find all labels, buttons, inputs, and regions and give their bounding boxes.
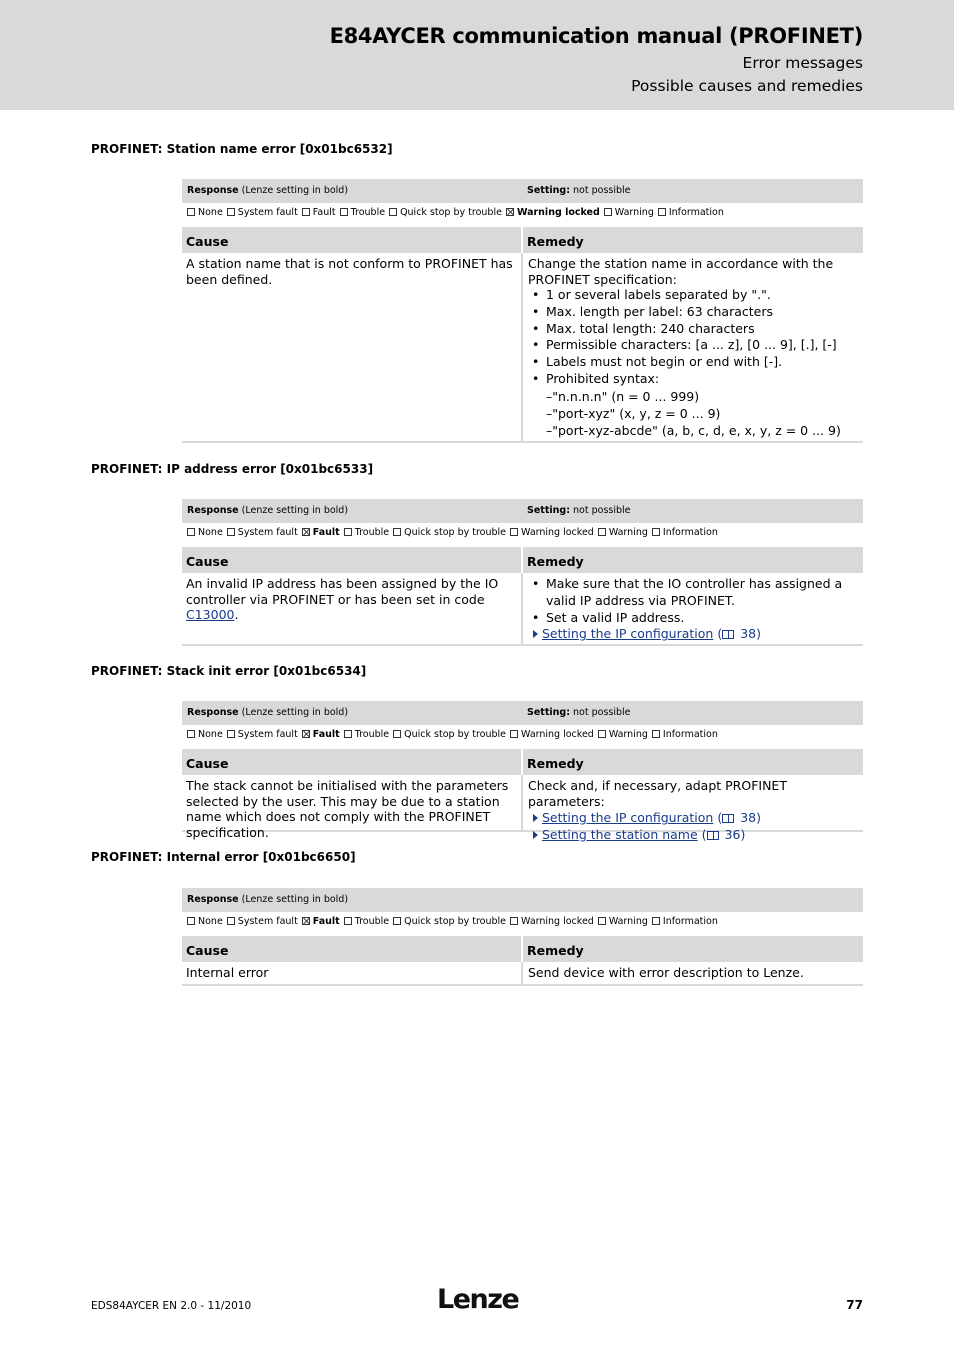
- page-ref: 38: [740, 626, 757, 642]
- list-item: • Max. total length: 240 characters: [528, 321, 859, 338]
- cause-remedy-table: [182, 749, 863, 842]
- response-option-label: Warning: [608, 527, 648, 538]
- checkbox-icon: [652, 917, 660, 925]
- response-option-label: Quick stop by trouble: [404, 729, 507, 740]
- response-option-label: Information: [668, 207, 724, 218]
- checkbox-icon: [658, 208, 666, 216]
- cause-cell: Internal error: [182, 962, 523, 984]
- list-item: • 1 or several labels separated by ".".: [528, 287, 859, 304]
- response-options: [182, 912, 863, 932]
- response-note: (Lenze setting in bold): [241, 185, 349, 196]
- checkbox-icon: [604, 208, 612, 216]
- response-option: [187, 527, 223, 538]
- section-heading: PROFINET: Station name error [0x01bc6532]: [91, 142, 393, 156]
- response-option: [227, 207, 298, 218]
- response-option-label: System fault: [237, 916, 298, 927]
- response-option-label: Quick stop by trouble: [404, 527, 507, 538]
- response-option-label: None: [198, 207, 223, 218]
- checkbox-icon: [344, 917, 352, 925]
- response-option: [393, 916, 506, 927]
- xref-line: Setting the IP configuration ( 38): [528, 626, 859, 642]
- response-note: (Lenze setting in bold): [241, 505, 349, 516]
- response-option-label: Information: [662, 527, 718, 538]
- list-item: • Permissible characters: [a ... z], [0 ... 9], [.], [-]: [528, 337, 859, 354]
- response-option: [227, 527, 298, 538]
- response-option: [302, 207, 336, 218]
- xref-line: Setting the IP configuration ( 38): [528, 809, 859, 826]
- station-name-link[interactable]: Setting the station name: [542, 827, 698, 842]
- arrow-right-icon: [533, 630, 538, 638]
- remedy-list: [528, 576, 859, 626]
- response-option-label: Trouble: [350, 207, 386, 218]
- response-option: [187, 729, 223, 740]
- response-option-label: Trouble: [354, 916, 390, 927]
- response-option: [510, 729, 594, 740]
- response-option-label: Warning: [614, 207, 654, 218]
- remedy-cell: Send device with error description to Lenze.: [528, 965, 804, 980]
- arrow-right-icon: [533, 814, 538, 822]
- checkbox-icon: [187, 528, 195, 536]
- checkbox-icon: [652, 730, 660, 738]
- response-option: [344, 729, 389, 740]
- checkbox-icon: [227, 917, 235, 925]
- checkbox-icon: [393, 917, 401, 925]
- list-item: • Prohibited syntax:: [528, 371, 859, 388]
- response-option-label: Fault: [312, 916, 340, 927]
- checkbox-icon: [340, 208, 348, 216]
- remedy-cell: [523, 775, 863, 842]
- response-option: [302, 729, 340, 740]
- response-option: [302, 916, 340, 927]
- response-option-label: System fault: [237, 527, 298, 538]
- remedy-intro: Check and, if necessary, adapt PROFINET parameters:: [528, 778, 787, 809]
- response-option-label: None: [198, 527, 223, 538]
- response-options: [182, 523, 863, 543]
- cause-header: Cause: [182, 227, 521, 253]
- response-option-label: Information: [662, 729, 718, 740]
- response-option-label: Warning locked: [521, 916, 594, 927]
- response-option-label: Information: [662, 916, 718, 927]
- page-header: [0, 0, 954, 110]
- xref-line: Setting the station name ( 36): [528, 826, 859, 843]
- response-option: [598, 729, 648, 740]
- response-options: [182, 725, 863, 745]
- checkbox-icon: [393, 528, 401, 536]
- book-icon: [707, 831, 719, 840]
- response-option-label: None: [198, 916, 223, 927]
- response-option-label: Fault: [312, 527, 340, 538]
- checkbox-icon: [187, 730, 195, 738]
- list-item: • Set a valid IP address.: [528, 610, 859, 627]
- checkbox-icon: [302, 208, 310, 216]
- checkbox-checked-icon: [302, 528, 310, 536]
- checkbox-icon: [227, 528, 235, 536]
- response-option-label: System fault: [237, 729, 298, 740]
- response-label: Response: [187, 185, 239, 196]
- response-option-label: Trouble: [354, 729, 390, 740]
- response-bar: [182, 888, 863, 912]
- section-heading: PROFINET: Internal error [0x01bc6650]: [91, 850, 356, 864]
- list-item: • Make sure that the IO controller has assigned a valid IP address via PROFINET.: [528, 576, 859, 610]
- section-heading: PROFINET: IP address error [0x01bc6533]: [91, 462, 374, 476]
- response-option: [604, 207, 654, 218]
- response-option: [510, 527, 594, 538]
- syntax-item: –"port-xyz-abcde" (a, b, c, d, e, x, y, z = 0 ... 9): [546, 422, 841, 438]
- response-box: [182, 179, 863, 223]
- manual-title: E84AYCER communication manual (PROFINET): [329, 24, 863, 48]
- setting-label: Setting:: [527, 185, 570, 196]
- response-option: [393, 729, 506, 740]
- response-note: (Lenze setting in bold): [241, 707, 349, 718]
- cause-cell: The stack cannot be initialised with the parameters selected by the user. This may be due to a station name which does not comply with the PROFINET specification.: [182, 775, 523, 830]
- setting-label: Setting:: [527, 505, 570, 516]
- cause-remedy-table: [182, 936, 863, 986]
- response-option-label: Fault: [312, 729, 340, 740]
- response-option: [506, 207, 600, 218]
- response-option: [510, 916, 594, 927]
- chapter-title: Error messages: [742, 54, 863, 72]
- response-label: Response: [187, 894, 239, 905]
- response-label: Response: [187, 505, 239, 516]
- setting-value: not possible: [573, 185, 631, 196]
- remedy-intro: Change the station name in accordance with the PROFINET specification:: [528, 256, 834, 287]
- remedy-header: Remedy: [523, 227, 863, 253]
- checkbox-icon: [187, 208, 195, 216]
- checkbox-icon: [598, 528, 606, 536]
- response-option: [187, 207, 223, 218]
- checkbox-icon: [393, 730, 401, 738]
- remedy-header: Remedy: [523, 547, 863, 573]
- checkbox-icon: [187, 917, 195, 925]
- response-option: [227, 916, 298, 927]
- section-title: Possible causes and remedies: [631, 77, 863, 95]
- response-option-label: Warning locked: [516, 207, 600, 218]
- syntax-item: –"n.n.n.n" (n = 0 ... 999): [546, 388, 700, 404]
- response-options: [182, 203, 863, 223]
- response-option-label: Trouble: [354, 527, 390, 538]
- section-heading: PROFINET: Stack init error [0x01bc6534]: [91, 664, 367, 678]
- response-box: [182, 701, 863, 745]
- response-option: [340, 207, 385, 218]
- remedy-list: [528, 287, 859, 388]
- response-option-label: Warning locked: [521, 729, 594, 740]
- response-option-label: Warning locked: [521, 527, 594, 538]
- checkbox-icon: [598, 730, 606, 738]
- cause-header: Cause: [182, 749, 521, 775]
- checkbox-icon: [344, 730, 352, 738]
- arrow-right-icon: [533, 831, 538, 839]
- ip-configuration-link[interactable]: Setting the IP configuration: [542, 810, 714, 825]
- response-option-label: System fault: [237, 207, 298, 218]
- response-option: [658, 207, 724, 218]
- response-option-label: None: [198, 729, 223, 740]
- cause-header: Cause: [182, 547, 521, 573]
- lenze-logo: Lenze: [437, 1284, 519, 1315]
- remedy-cell: [523, 573, 863, 644]
- list-item: • Labels must not begin or end with [-].: [528, 354, 859, 371]
- checkbox-checked-icon: [302, 730, 310, 738]
- book-icon: [722, 814, 734, 823]
- setting-label: Setting:: [527, 707, 570, 718]
- cause-remedy-table: [182, 227, 863, 443]
- page-ref: 36: [724, 827, 741, 842]
- list-item: • Max. length per label: 63 characters: [528, 304, 859, 321]
- response-option-label: Quick stop by trouble: [404, 916, 507, 927]
- cause-cell: An invalid IP address has been assigned by the IO controller via PROFINET or has been set in code C13000.: [182, 573, 523, 644]
- response-option: [598, 527, 648, 538]
- response-bar: [182, 179, 863, 203]
- checkbox-checked-icon: [506, 208, 514, 216]
- response-option: [227, 729, 298, 740]
- remedy-cell: [523, 253, 863, 441]
- response-bar: [182, 701, 863, 725]
- response-label: Response: [187, 707, 239, 718]
- response-box: [182, 888, 863, 932]
- response-option: [598, 916, 648, 927]
- response-box: [182, 499, 863, 543]
- book-icon: [722, 630, 734, 639]
- remedy-header: Remedy: [523, 936, 863, 962]
- response-option: [652, 729, 718, 740]
- response-option: [389, 207, 502, 218]
- response-option: [652, 527, 718, 538]
- checkbox-checked-icon: [302, 917, 310, 925]
- response-option-label: Fault: [312, 207, 336, 218]
- response-option-label: Warning: [608, 916, 648, 927]
- remedy-header: Remedy: [523, 749, 863, 775]
- response-bar: [182, 499, 863, 523]
- response-option-label: Warning: [608, 729, 648, 740]
- response-option: [187, 916, 223, 927]
- response-option: [344, 916, 389, 927]
- page-number: 77: [846, 1298, 863, 1312]
- document-id: EDS84AYCER EN 2.0 - 11/2010: [91, 1300, 252, 1312]
- setting-value: not possible: [573, 707, 631, 718]
- checkbox-icon: [389, 208, 397, 216]
- checkbox-icon: [598, 917, 606, 925]
- response-option-label: Quick stop by trouble: [400, 207, 502, 218]
- parameter-link[interactable]: C13000: [186, 607, 235, 622]
- checkbox-icon: [652, 528, 660, 536]
- response-note: (Lenze setting in bold): [241, 894, 349, 905]
- checkbox-icon: [227, 208, 235, 216]
- checkbox-icon: [510, 917, 518, 925]
- syntax-item: –"port-xyz" (x, y, z = 0 ... 9): [546, 405, 721, 421]
- response-option: [652, 916, 718, 927]
- ip-configuration-link[interactable]: Setting the IP configuration: [542, 626, 714, 642]
- response-option: [344, 527, 389, 538]
- checkbox-icon: [510, 528, 518, 536]
- page-ref: 38: [740, 810, 757, 825]
- checkbox-icon: [510, 730, 518, 738]
- checkbox-icon: [344, 528, 352, 536]
- response-option: [302, 527, 340, 538]
- cause-remedy-table: [182, 547, 863, 646]
- setting-value: not possible: [573, 505, 631, 516]
- response-option: [393, 527, 506, 538]
- checkbox-icon: [227, 730, 235, 738]
- cause-cell: A station name that is not conform to PROFINET has been defined.: [182, 253, 523, 441]
- cause-header: Cause: [182, 936, 521, 962]
